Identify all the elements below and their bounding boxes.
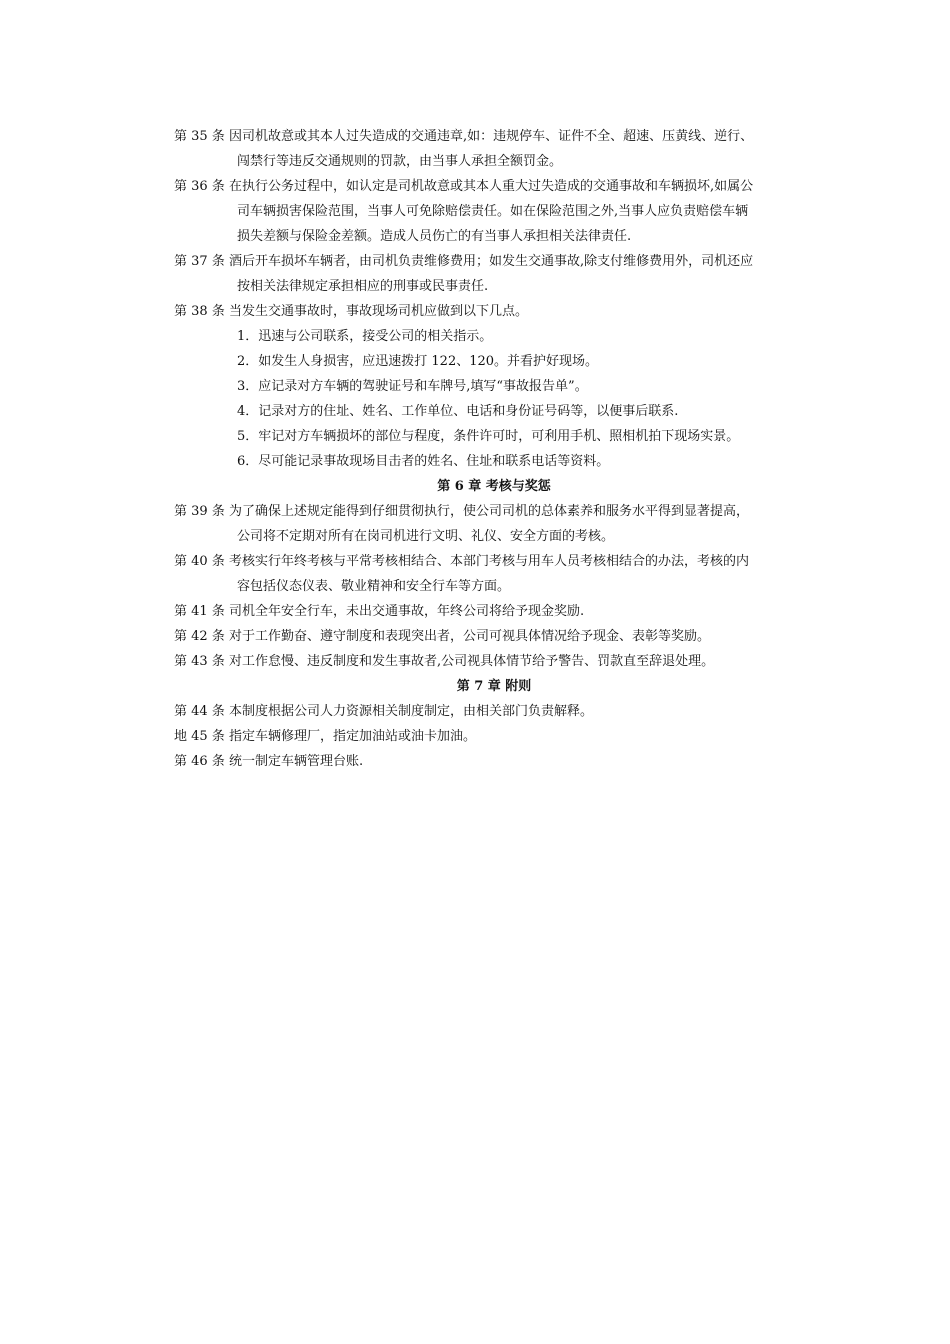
article-text-line: 酒后开车损坏车辆者，由司机负责维修费用；如发生交通事故,除支付维修费用外，司机还应 (229, 254, 754, 269)
article-text-line: 当发生交通事故时，事故现场司机应做到以下几点。 (229, 304, 529, 319)
article-text-line: 司机全年安全行车，未出交通事故，年终公司将给予现金奖励. (229, 604, 585, 619)
list-item: 5．牢记对方车辆损坏的部位与程度，条件许可时，可利用手机、照相机拍下现场实景。 (237, 429, 740, 444)
article-label: 地 45 条 (174, 729, 225, 744)
article-text-line: 公司将不定期对所有在岗司机进行文明、礼仪、安全方面的考核。 (237, 529, 615, 544)
article-text-line: 为了确保上述规定能得到仔细贯彻执行，使公司司机的总体素养和服务水平得到显著提高， (229, 504, 750, 519)
article-38 (174, 299, 814, 324)
article-text-line: 本制度根据公司人力资源相关制度制定，由相关部门负责解释。 (229, 704, 594, 719)
article-42 (174, 624, 814, 649)
chapter-7-heading: 第 7 章 附则 (456, 679, 532, 694)
chapter-6-heading: 第 6 章 考核与奖惩 (437, 479, 551, 494)
article-label: 第 44 条 (174, 704, 225, 719)
list-item: 6．尽可能记录事故现场目击者的姓名、住址和联系电话等资料。 (237, 454, 610, 469)
article-label: 第 37 条 (174, 254, 225, 269)
article-label: 第 35 条 (174, 129, 225, 144)
article-label: 第 43 条 (174, 654, 225, 669)
article-label: 第 36 条 (174, 179, 225, 194)
article-text-line: 按相关法律规定承担相应的刑事或民事责任. (237, 279, 489, 294)
article-label: 第 38 条 (174, 304, 225, 319)
article-46 (174, 749, 814, 774)
article-label: 第 39 条 (174, 504, 225, 519)
article-text-line: 统一制定车辆管理台账. (229, 754, 364, 769)
article-43 (174, 649, 814, 674)
list-item: 4．记录对方的住址、姓名、工作单位、电话和身份证号码等，以便事后联系. (237, 404, 679, 419)
article-label: 第 42 条 (174, 629, 225, 644)
article-label: 第 46 条 (174, 754, 225, 769)
article-text-line: 指定车辆修理厂，指定加油站或油卡加油。 (229, 729, 477, 744)
article-label: 第 40 条 (174, 554, 225, 569)
list-item: 2．如发生人身损害，应迅速拨打 122、120。并看护好现场。 (237, 354, 599, 369)
article-text-line: 司车辆损害保险范围，当事人可免除赔偿责任。如在保险范围之外,当事人应负责赔偿车辆 (237, 204, 749, 219)
article-text-line: 闯禁行等违反交通规则的罚款，由当事人承担全额罚金。 (237, 154, 563, 169)
article-40 (174, 549, 814, 599)
article-label: 第 41 条 (174, 604, 225, 619)
article-text-line: 对于工作勤奋、遵守制度和表现突出者，公司可视具体情况给予现金、表彰等奖励。 (229, 629, 711, 644)
article-35 (174, 124, 814, 174)
list-item: 1．迅速与公司联系，接受公司的相关指示。 (237, 329, 493, 344)
article-41 (174, 599, 814, 624)
article-37 (174, 249, 814, 299)
article-text-line: 对工作怠慢、违反制度和发生事故者,公司视具体情节给予警告、罚款直至辞退处理。 (229, 654, 715, 669)
article-text-line: 因司机故意或其本人过失造成的交通违章,如：违规停车、证件不全、超速、压黄线、逆行、 (229, 129, 754, 144)
article-39 (174, 499, 814, 549)
list-item: 3．应记录对方车辆的驾驶证号和车牌号,填写“事故报告单”。 (237, 379, 588, 394)
article-text-line: 损失差额与保险金差额。造成人员伤亡的有当事人承担相关法律责任. (237, 229, 632, 244)
article-text-line: 考核实行年终考核与平常考核相结合、本部门考核与用车人员考核相结合的办法，考核的内 (229, 554, 750, 569)
article-44 (174, 699, 814, 724)
article-36 (174, 174, 814, 249)
article-45 (174, 724, 814, 749)
article-text-line: 在执行公务过程中，如认定是司机故意或其本人重大过失造成的交通事故和车辆损坏,如属公 (229, 179, 754, 194)
document-body (174, 124, 814, 774)
article-text-line: 容包括仪态仪表、敬业精神和安全行车等方面。 (237, 579, 511, 594)
